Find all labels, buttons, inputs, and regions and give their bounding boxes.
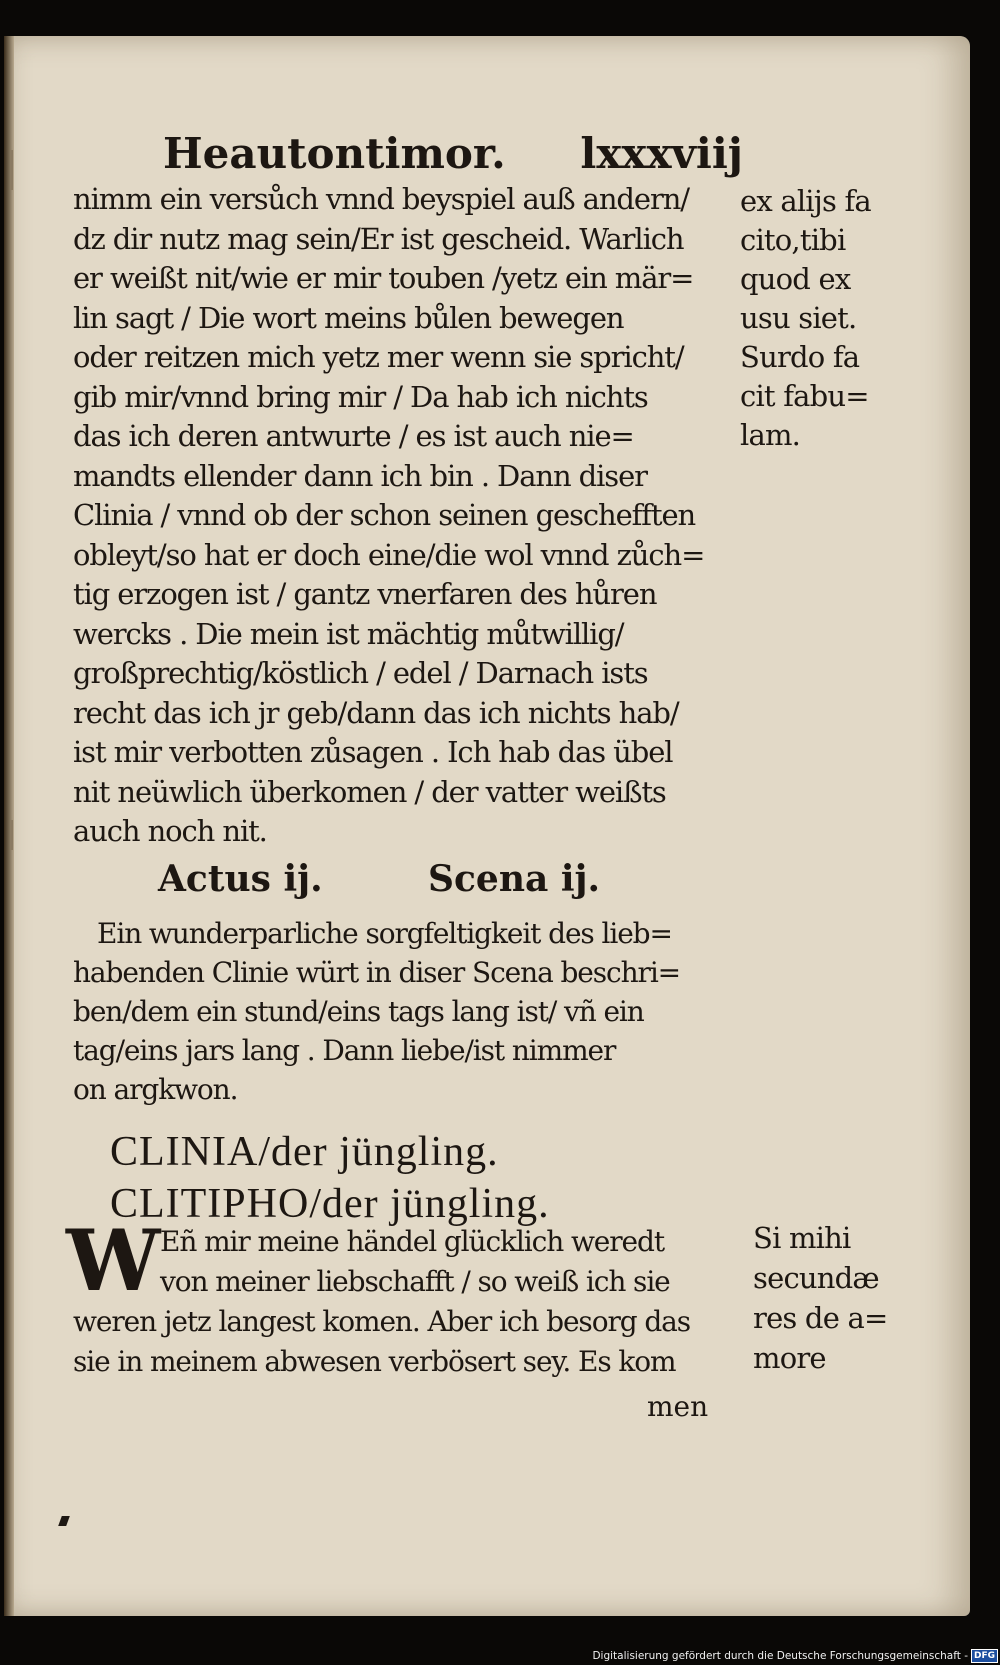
margin-line: ex alijs fa <box>740 184 871 218</box>
text-line: nimm ein versůch vnnd beyspiel auß andern/ <box>73 182 689 216</box>
margin-line: Surdo fa <box>740 340 860 374</box>
text-line: auch noch nit. <box>73 814 267 848</box>
margin-line: secundæ <box>753 1261 879 1295</box>
dramatis-personae <box>110 1126 630 1230</box>
page-edge-mark <box>10 820 13 850</box>
text-line: lin sagt / Die wort meins bůlen bewegen <box>73 300 624 335</box>
argument-line: on argkwon. <box>73 1073 238 1106</box>
text-line: das ich deren antwurte / es ist auch nie= <box>73 419 634 453</box>
running-header <box>163 116 743 178</box>
person-entry <box>110 1126 630 1178</box>
margin-line: quod ex <box>740 262 851 296</box>
text-line: obleyt/so hat er doch eine/die wol vnnd zůch= <box>73 537 705 572</box>
text-line: Clinia / vnnd ob der schon seinen geschefften <box>73 498 696 532</box>
margin-note-latin-2 <box>753 1218 903 1378</box>
catchword: men <box>647 1390 709 1423</box>
act-label: Actus ij. <box>158 858 323 900</box>
margin-line: more <box>753 1341 826 1375</box>
person-desc: /der jüngling. <box>258 1129 499 1175</box>
text-line: tig erzogen ist / gantz vnerfaren des hůren <box>73 577 657 611</box>
person-name: CLINIA <box>110 1129 259 1175</box>
decorated-initial: W <box>66 1211 161 1310</box>
argument-line: habenden Clinie würt in diser Scena beschri= <box>73 956 681 989</box>
text-line: er weißt nit/wie er mir touben /yetz ein mär= <box>73 261 694 295</box>
person-desc: /der jüngling. <box>309 1181 550 1227</box>
text-line: mandts ellender dann ich bin . Dann diser <box>73 458 647 493</box>
footer-text: Digitalisierung gefördert durch die Deutsche Forschungsgemeinschaft - <box>592 1650 968 1662</box>
text-line: dz dir nutz mag sein/Er ist gescheid. Warlich <box>73 221 684 256</box>
speech-line: weren jetz langest komen. Aber ich besorg das <box>73 1305 691 1338</box>
speech-text <box>73 1222 733 1382</box>
dfg-logo: DFG <box>971 1649 998 1663</box>
text-line: ist mir verbotten zůsagen . Ich hab das übel <box>73 735 673 769</box>
page-edge-mark <box>10 150 13 190</box>
person-name: CLITIPHO <box>110 1181 310 1227</box>
margin-line: lam. <box>740 418 801 452</box>
argument-line: ben/dem ein stund/eins tags lang ist/ vñ ein <box>73 995 644 1028</box>
margin-line: cit fabu= <box>740 379 869 413</box>
text-line: gib mir/vnnd bring mir / Da hab ich nichts <box>73 379 648 414</box>
margin-note-latin <box>740 182 890 455</box>
margin-line: Si mihi <box>753 1221 851 1255</box>
scene-heading <box>158 858 678 910</box>
scene-label: Scena ij. <box>428 858 601 900</box>
text-line: recht das ich jr geb/dann das ich nichts hab/ <box>73 695 679 730</box>
running-title: Heautontimor. <box>163 129 506 178</box>
scene-argument <box>73 914 733 1109</box>
text-line: wercks . Die mein ist mächtig můtwillig/ <box>73 616 624 651</box>
folio-number: lxxxviij <box>580 129 743 178</box>
text-line: oder reitzen mich yetz mer wenn sie spricht/ <box>73 340 684 374</box>
text-line: großprechtig/köstlich / edel / Darnach ists <box>73 656 648 690</box>
margin-line: cito,tibi <box>740 223 846 257</box>
speech-line: sie in meinem abwesen verbösert sey. Es kom <box>73 1345 676 1378</box>
digitization-footer <box>592 1647 998 1665</box>
margin-line: res de a= <box>753 1301 888 1335</box>
argument-line: Ein wunderparliche sorgfeltigkeit des lieb= <box>97 917 672 950</box>
speech-line: von meiner liebschafft / so weiß ich sie <box>160 1265 670 1298</box>
text-line: nit neüwlich überkomen / der vatter weißts <box>73 774 666 809</box>
speech-line: Eñ mir meine händel glücklich weredt <box>160 1225 665 1258</box>
main-text <box>73 180 733 852</box>
argument-line: tag/eins jars lang . Dann liebe/ist nimmer <box>73 1034 616 1067</box>
margin-line: usu siet. <box>740 301 857 335</box>
